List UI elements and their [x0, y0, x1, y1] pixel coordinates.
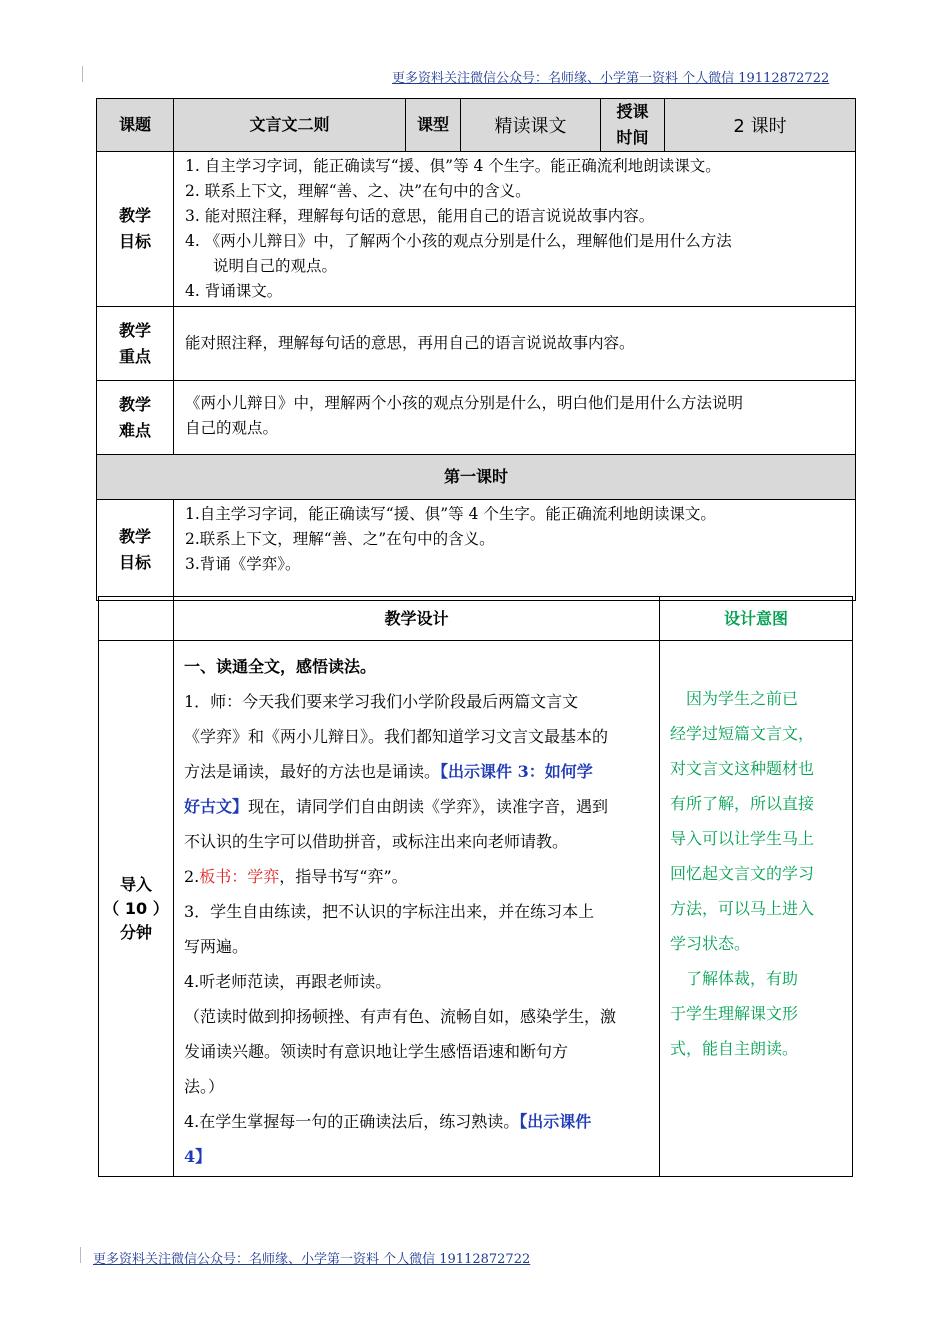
- goals-content: [174, 152, 856, 307]
- goal-item: 3.背诵《学弈》。: [185, 555, 301, 573]
- stage-label: 导入 （ 10 ） 分钟: [99, 641, 174, 1177]
- first-lesson-title: 第一课时: [97, 455, 856, 500]
- goal-item: 2.联系上下文，理解“善、之”在句中的含义。: [185, 530, 495, 548]
- difficulties-content: 《两小儿辩日》中，理解两个小孩的观点分别是什么，明白他们是用什么方法说明 自己的观点。: [174, 381, 856, 455]
- goal-item: 2. 联系上下文，理解“善、之、决”在句中的含义。: [185, 182, 531, 200]
- goals-label: 教学 目标: [97, 152, 174, 307]
- first-lesson-title-row: [97, 455, 856, 500]
- design-header-row: [99, 597, 853, 641]
- key-points-content: 能对照注释，理解每句话的意思，再用自己的语言说说故事内容。: [174, 307, 856, 381]
- header-note[interactable]: 更多资料关注微信公众号：名师缘、小学第一资料 个人微信 19112872722: [392, 71, 830, 86]
- key-points-label: 教学 重点: [97, 307, 174, 381]
- goals-row: [97, 152, 856, 307]
- first-lesson-goals-label: 教学 目标: [97, 500, 174, 601]
- type-label: 课型: [406, 99, 461, 152]
- lesson-header-row: [97, 99, 856, 152]
- difficulties-row: [97, 381, 856, 455]
- lesson-plan-table: [96, 98, 856, 601]
- design-content: 一、读通全文，感悟读法。 1．师：今天我们要来学习我们小学阶段最后两篇文言文 《学弈》和《两小儿辩日》。我们都知道学习文言文最基本的 方法是诵读，最好的方法也是诵读。【出示课件 3：如何学 好古文】现在，请同学们自由朗读《学弈》，读准字音，遇到 不认识的生字可以借助拼音，或标注出来向老师请教。 2.板书：学弈，指导书写“弈”。 3．学生自由练读，把不认识的字标注出来，并在练习本上 写两遍。 4.听老师范读，再跟老师读。 （范读时做到抑扬顿挫、有声有色、流畅自如，感染学生，激 发诵读兴趣。领读时有意识地让学生感悟语速和断句方 法。） 4.在学生掌握每一句的正确读法后，练习熟读。【出示课件 4】: [174, 641, 660, 1177]
- goal-item: 说明自己的观点。: [213, 257, 338, 275]
- goal-item: 4. 背诵课文。: [185, 282, 283, 300]
- goal-item: 1.自主学习字词，能正确读写“援、俱”等 4 个生字。能正确流利地朗读课文。: [185, 505, 716, 523]
- design-intent: 因为学生之前已 经学过短篇文言文， 对文言文这种题材也 有所了解，所以直接 导入可以让学生马上 回忆起文言文的学习 方法，可以马上进入 学习状态。 了解体裁，有助 于学生理解课文形 式，能自主朗读。: [660, 641, 853, 1177]
- time-value: 2 课时: [665, 99, 856, 152]
- footer-tick: [80, 1247, 81, 1263]
- design-header: 教学设计: [174, 597, 660, 641]
- design-body-row: [99, 641, 853, 1177]
- teaching-design-table: [98, 596, 853, 1177]
- first-lesson-goals-content: [174, 500, 856, 601]
- goal-item: 3. 能对照注释，理解每句话的意思，能用自己的语言说说故事内容。: [185, 207, 655, 225]
- header-tick: [82, 66, 83, 82]
- intent-header: 设计意图: [660, 597, 853, 641]
- topic-label: 课题: [97, 99, 174, 152]
- goal-item: 4. 《两小儿辩日》中，了解两个小孩的观点分别是什么，理解他们是用什么方法: [185, 232, 732, 250]
- key-points-row: [97, 307, 856, 381]
- difficulties-label: 教学 难点: [97, 381, 174, 455]
- time-label: 授课 时间: [601, 99, 665, 152]
- type-value: 精读课文: [461, 99, 601, 152]
- first-lesson-goals-row: [97, 500, 856, 601]
- section-heading: 一、读通全文，感悟读法。: [184, 657, 377, 676]
- goal-item: 1. 自主学习字词，能正确读写“援、俱”等 4 个生字。能正确流利地朗读课文。: [185, 157, 721, 175]
- topic-value: 文言文二则: [174, 99, 406, 152]
- blackboard-note: 板书：学弈: [199, 867, 280, 886]
- footer-note[interactable]: 更多资料关注微信公众号：名师缘、小学第一资料 个人微信 19112872722: [93, 1252, 531, 1267]
- courseware-tag-4: 【出示课件: [519, 1112, 592, 1131]
- courseware-tag-cont: 好古文】: [184, 797, 249, 816]
- courseware-tag: 【出示课件 3：如何学: [440, 762, 593, 781]
